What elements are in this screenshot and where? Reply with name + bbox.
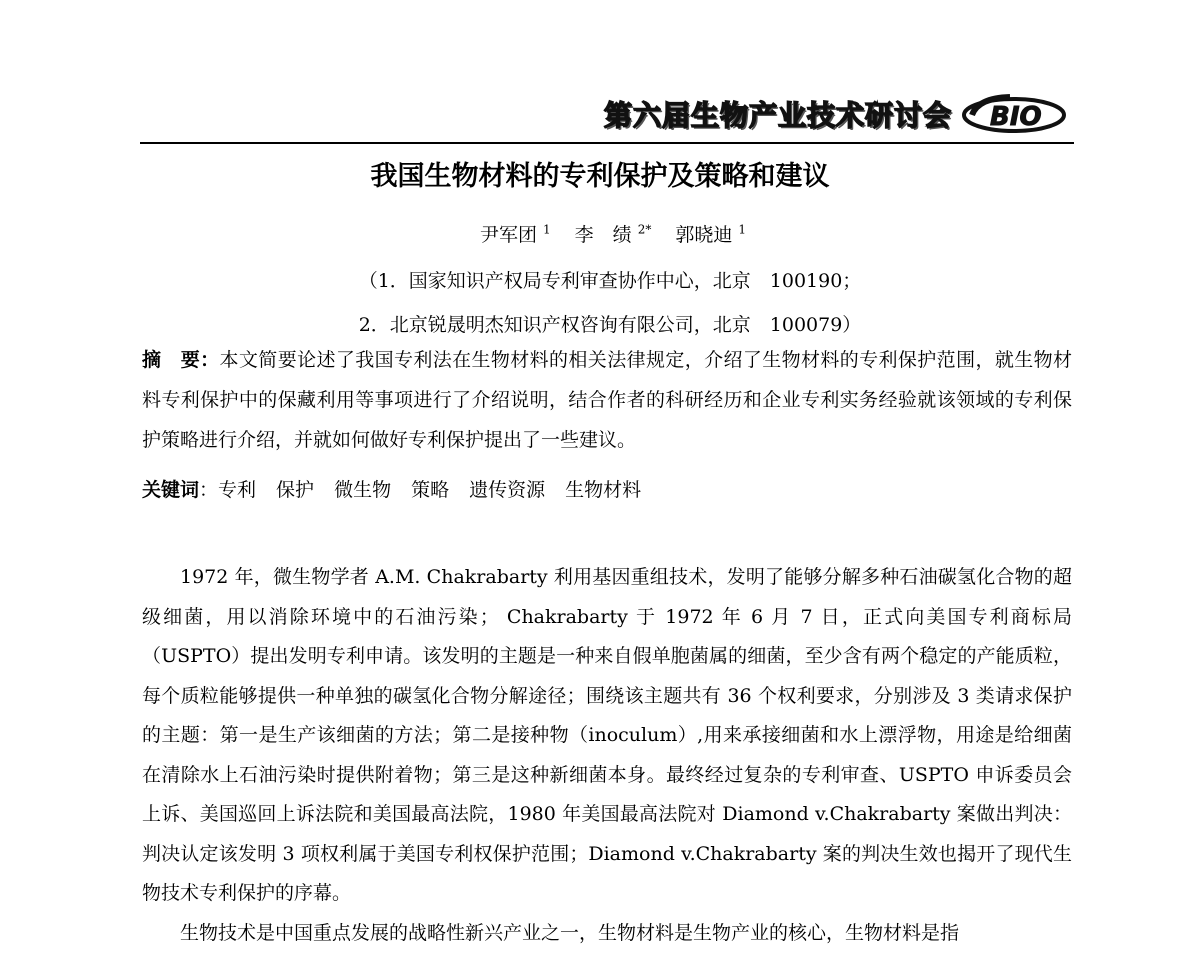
page-header [140,86,1074,142]
author-list [0,220,1200,247]
conference-title: 第六届生物产业技术研讨会 [604,94,952,134]
keywords-label: 关键词 [142,479,199,501]
body-paragraph: 1972 年，微生物学者 A.M. Chakrabarty 利用基因重组技术，发明了能够分解多种石油碳氢化合物的超级细菌，用以消除环境中的石油污染； Chakrabarty 于 1972 年 6 月 7 日，正式向美国专利商标局（USPTO）提出发明专利申请。该发明的主题是一种来自假单胞菌属的细菌，至少含有两个稳定的产能质粒，每个质粒能够提供一种单独的碳氢化合物分解途径；围绕该主题共有 36 个权利要求，分别涉及 3 类请求保护的主题：第一是生产该细菌的方法；第二是接种物（inoculum）,用来承接细菌和水上漂浮物，用途是给细菌在清除水上石油污染时提供附着物；第三是这种新细菌本身。最终经过复杂的专利审查、USPTO 申诉委员会上诉、美国巡回上诉法院和美国最高法院，1980 年美国最高法院对 Diamond v.Chakrabarty 案做出判决：判决认定该发明 3 项权利属于美国专利权保护范围；Diamond v.Chakrabarty 案的判决生效也揭开了现代生物技术专利保护的序幕。 [142,558,1072,914]
header-rule [140,142,1074,144]
abstract-text: 本文简要论述了我国专利法在生物材料的相关法律规定，介绍了生物材料的专利保护范围，就生物材料专利保护中的保藏利用等事项进行了介绍说明，结合作者的科研经历和企业专利实务经验就该领域的专利保护策略进行介绍，并就如何做好专利保护提出了一些建议。 [142,349,1072,451]
paper-title: 我国生物材料的专利保护及策略和建议 [0,154,1200,193]
keyword: 保护 [276,479,314,501]
keyword: 微生物 [334,479,391,501]
keyword: 遗传资源 [469,479,545,501]
bio-logo [958,92,1068,138]
keywords: 关键词：专利 保护 微生物 策略 遗传资源 生物材料 [142,470,1072,510]
body-paragraph: 生物技术是中国重点发展的战略性新兴产业之一，生物材料是生物产业的核心，生物材料是指 [142,914,1072,953]
keyword: 策略 [411,479,449,501]
affiliation-2: 2．北京锐晟明杰知识产权咨询有限公司，北京 100079） [0,310,1200,337]
svg-text:BIO: BIO [990,102,1042,132]
author: 尹军团 $^1$ [474,224,551,246]
body-text [142,558,1072,953]
affiliation-1: （1．国家知识产权局专利审查协作中心，北京 100190； [0,266,1200,293]
keyword: 生物材料 [565,479,641,501]
keyword: 专利 [218,479,256,501]
abstract: 摘 要：本文简要论述了我国专利法在生物材料的相关法律规定，介绍了生物材料的专利保护范围，就生物材料专利保护中的保藏利用等事项进行了介绍说明，结合作者的科研经历和企业专利实务经验就该领域的专利保护策略进行介绍，并就如何做好专利保护提出了一些建议。 [142,340,1072,460]
abstract-label: 摘 要 [142,349,200,371]
author: 郭晓迪 $^1$ [669,224,746,246]
author: 李 绩 $^{2*}$ [569,224,652,246]
